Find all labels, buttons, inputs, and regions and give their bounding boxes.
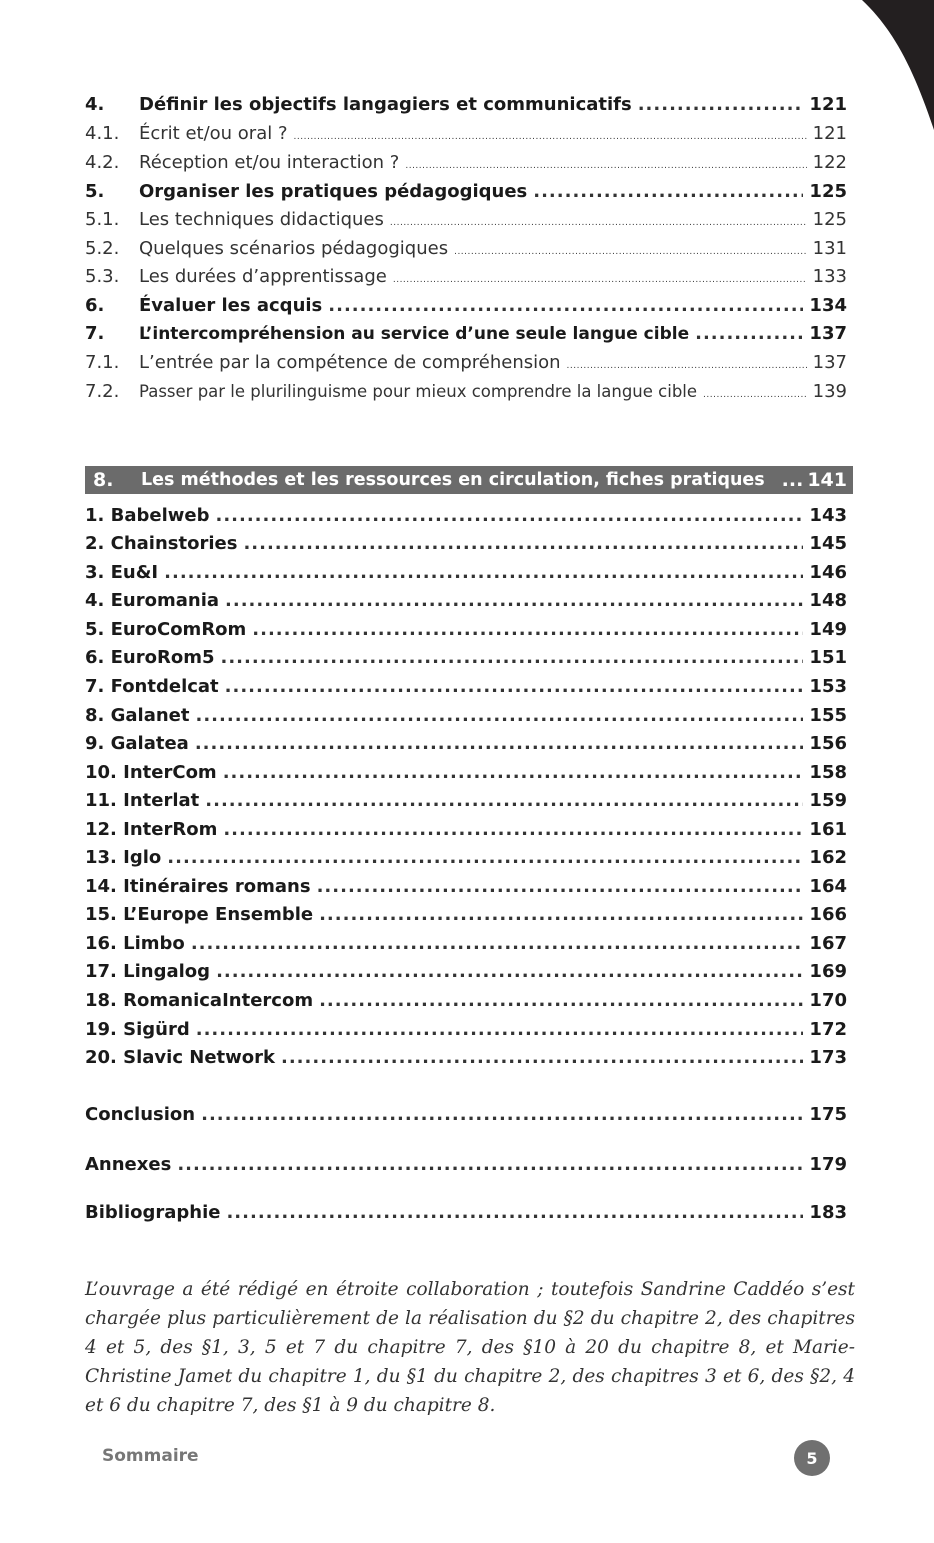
toc-number: 4.1. — [85, 123, 120, 144]
resource-row[interactable] — [85, 1047, 847, 1068]
resource-row[interactable] — [85, 847, 847, 868]
resource-title: 3. Eu&I — [85, 562, 159, 583]
leader-dots — [201, 1104, 803, 1125]
resource-page: 146 — [809, 562, 847, 583]
resource-row[interactable] — [85, 819, 847, 840]
end-section-page: 175 — [809, 1104, 847, 1125]
resource-title: 2. Chainstories — [85, 533, 238, 554]
resource-page: 143 — [809, 505, 847, 526]
resource-page: 153 — [809, 676, 847, 697]
resource-row[interactable] — [85, 505, 847, 526]
toc-row[interactable] — [85, 352, 847, 373]
toc-number: 5.2. — [85, 238, 120, 259]
resource-page: 172 — [809, 1019, 847, 1040]
leader-dots — [317, 876, 804, 897]
toc-row[interactable] — [85, 94, 847, 115]
leader-dots — [164, 562, 803, 583]
leader-dots — [243, 533, 803, 554]
leader-dots — [567, 361, 807, 371]
resource-title: 6. EuroRom5 — [85, 647, 215, 668]
toc-title: Définir les objectifs langagiers et communicatifs — [139, 94, 632, 115]
leader-dots — [205, 790, 803, 811]
resource-row[interactable] — [85, 876, 847, 897]
resource-page: 161 — [809, 819, 847, 840]
toc-page: 134 — [809, 295, 847, 316]
resource-row[interactable] — [85, 590, 847, 611]
authorship-note: L’ouvrage a été rédigé en étroite collaboration ; toutefois Sandrine Caddéo s’est chargée plus particulièrement de la réalisation du §2 du chapitre 2, des chapitres 4 et 5, des §1, 3, 5 et 7 du chapitre 7, des §10 à 20 du chapitre 8, et Marie-Christine Jamet du chapitre 1, du §1 du chapitre 2, des chapitres 3 et 6, des §2, 4 et 6 du chapitre 7, des §1 à 9 du chapitre 8. — [85, 1278, 855, 1416]
leader-dots — [328, 295, 803, 316]
resource-page: 149 — [809, 619, 847, 640]
end-section-title: Bibliographie — [85, 1202, 221, 1223]
resource-row[interactable] — [85, 647, 847, 668]
resource-title: 15. L’Europe Ensemble — [85, 904, 314, 925]
resource-row[interactable] — [85, 990, 847, 1011]
resource-row[interactable] — [85, 562, 847, 583]
leader-dots — [319, 990, 803, 1011]
resource-title: 7. Fontdelcat — [85, 676, 219, 697]
toc-row[interactable] — [85, 123, 847, 144]
resource-row[interactable] — [85, 733, 847, 754]
toc-page: 122 — [812, 152, 847, 173]
leader-dots — [319, 904, 803, 925]
resource-title: 10. InterCom — [85, 762, 217, 783]
toc-title: Réception et/ou interaction ? — [139, 152, 400, 173]
leader-dots — [223, 762, 804, 783]
leader-dots — [393, 275, 807, 285]
toc-page: 137 — [809, 323, 847, 344]
leader-dots — [294, 132, 807, 142]
leader-dots — [281, 1047, 803, 1068]
leader-dots — [638, 94, 804, 115]
chapter-8-header[interactable] — [85, 466, 853, 494]
leader-dots — [225, 590, 803, 611]
toc-row[interactable] — [85, 381, 847, 402]
resource-title: 14. Itinéraires romans — [85, 876, 311, 897]
toc-title: Quelques scénarios pédagogiques — [139, 238, 449, 259]
toc-page: 137 — [812, 352, 847, 373]
resource-title: 20. Slavic Network — [85, 1047, 275, 1068]
toc-title: Écrit et/ou oral ? — [139, 123, 288, 144]
toc-row[interactable] — [85, 209, 847, 230]
leader-dots — [195, 733, 804, 754]
toc-page: 131 — [812, 238, 847, 259]
leader-dots — [216, 961, 803, 982]
leader-dots — [454, 247, 807, 257]
leader-dots — [223, 819, 803, 840]
leader-dots — [215, 505, 803, 526]
resource-title: 1. Babelweb — [85, 505, 210, 526]
resource-title: 12. InterRom — [85, 819, 218, 840]
toc-number: 5.1. — [85, 209, 120, 230]
resource-page: 173 — [809, 1047, 847, 1068]
leader-dots — [390, 218, 807, 228]
resource-page: 155 — [809, 705, 847, 726]
resource-page: 169 — [809, 961, 847, 982]
resource-row[interactable] — [85, 619, 847, 640]
toc-title: Les techniques didactiques — [139, 209, 384, 230]
resource-title: 17. Lingalog — [85, 961, 211, 982]
resource-title: 5. EuroComRom — [85, 619, 247, 640]
toc-row[interactable] — [85, 152, 847, 173]
footer-section-label: Sommaire — [102, 1446, 199, 1466]
leader-dots — [221, 647, 804, 668]
toc-title: L’entrée par la compétence de compréhension — [139, 352, 561, 373]
end-section-page: 183 — [809, 1202, 847, 1223]
end-section-row[interactable] — [85, 1104, 847, 1125]
toc-title: L’intercompréhension au service d’une seule langue cible — [139, 324, 690, 344]
resource-page: 166 — [809, 904, 847, 925]
toc-number: 7.1. — [85, 352, 120, 373]
resource-page: 156 — [809, 733, 847, 754]
toc-title: Évaluer les acquis — [139, 295, 323, 316]
leader-dots — [191, 933, 804, 954]
leader-dots — [695, 323, 803, 344]
resource-page: 170 — [809, 990, 847, 1011]
leader-dots — [225, 676, 804, 697]
toc-row[interactable] — [85, 181, 847, 202]
resource-row[interactable] — [85, 676, 847, 697]
resource-title: 4. Euromania — [85, 590, 220, 611]
leader-dots — [177, 1154, 803, 1175]
resource-row[interactable] — [85, 1019, 847, 1040]
toc-row[interactable] — [85, 323, 847, 344]
chapter-page: 141 — [807, 469, 847, 491]
resource-row[interactable] — [85, 933, 847, 954]
toc-page: 125 — [809, 181, 847, 202]
leader-dots — [226, 1202, 803, 1223]
toc-title: Passer par le plurilinguisme pour mieux comprendre la langue cible — [139, 382, 698, 401]
resource-row[interactable] — [85, 790, 847, 811]
toc-number: 5.3. — [85, 266, 120, 287]
toc-row[interactable] — [85, 238, 847, 259]
resource-page: 148 — [809, 590, 847, 611]
toc-page: 121 — [812, 123, 847, 144]
end-section-row[interactable] — [85, 1154, 847, 1175]
resource-row[interactable] — [85, 904, 847, 925]
resource-title: 18. RomanicaIntercom — [85, 990, 314, 1011]
end-section-title: Conclusion — [85, 1104, 196, 1125]
resource-row[interactable] — [85, 705, 847, 726]
leader-dots — [703, 390, 807, 400]
resource-row[interactable] — [85, 961, 847, 982]
resource-title: 19. Sigürd — [85, 1019, 190, 1040]
page-number-badge: 5 — [794, 1440, 830, 1476]
toc-page: 139 — [812, 381, 847, 402]
resource-page: 162 — [809, 847, 847, 868]
chapter-title: Les méthodes et les ressources en circulation, fiches pratiques — [141, 470, 765, 490]
end-section-page: 179 — [809, 1154, 847, 1175]
toc-number: 4. — [85, 94, 105, 115]
resource-title: 8. Galanet — [85, 705, 190, 726]
end-section-title: Annexes — [85, 1154, 172, 1175]
toc-number: 6. — [85, 295, 105, 316]
leader-dots — [405, 161, 806, 171]
resource-row[interactable] — [85, 762, 847, 783]
toc-number: 7. — [85, 323, 105, 344]
chapter-number: 8. — [93, 469, 114, 491]
chapter-leader: ... — [781, 469, 804, 491]
resource-page: 151 — [809, 647, 847, 668]
leader-dots — [252, 619, 803, 640]
leader-dots — [533, 181, 803, 202]
toc-page: 121 — [809, 94, 847, 115]
resource-page: 159 — [809, 790, 847, 811]
leader-dots — [196, 705, 804, 726]
toc-title: Les durées d’apprentissage — [139, 266, 387, 287]
resource-page: 145 — [809, 533, 847, 554]
toc-row[interactable] — [85, 295, 847, 316]
end-section-row[interactable] — [85, 1202, 847, 1223]
toc-title: Organiser les pratiques pédagogiques — [139, 181, 528, 202]
resource-title: 9. Galatea — [85, 733, 189, 754]
leader-dots — [167, 847, 803, 868]
toc-page: 125 — [812, 209, 847, 230]
resource-title: 13. Iglo — [85, 847, 162, 868]
toc-number: 5. — [85, 181, 105, 202]
resource-title: 11. Interlat — [85, 790, 200, 811]
resource-page: 158 — [809, 762, 847, 783]
resource-row[interactable] — [85, 533, 847, 554]
toc-number: 7.2. — [85, 381, 120, 402]
toc-number: 4.2. — [85, 152, 120, 173]
resource-page: 164 — [809, 876, 847, 897]
toc-page: 133 — [812, 266, 847, 287]
resource-page: 167 — [809, 933, 847, 954]
resource-title: 16. Limbo — [85, 933, 185, 954]
toc-row[interactable] — [85, 266, 847, 287]
leader-dots — [196, 1019, 804, 1040]
